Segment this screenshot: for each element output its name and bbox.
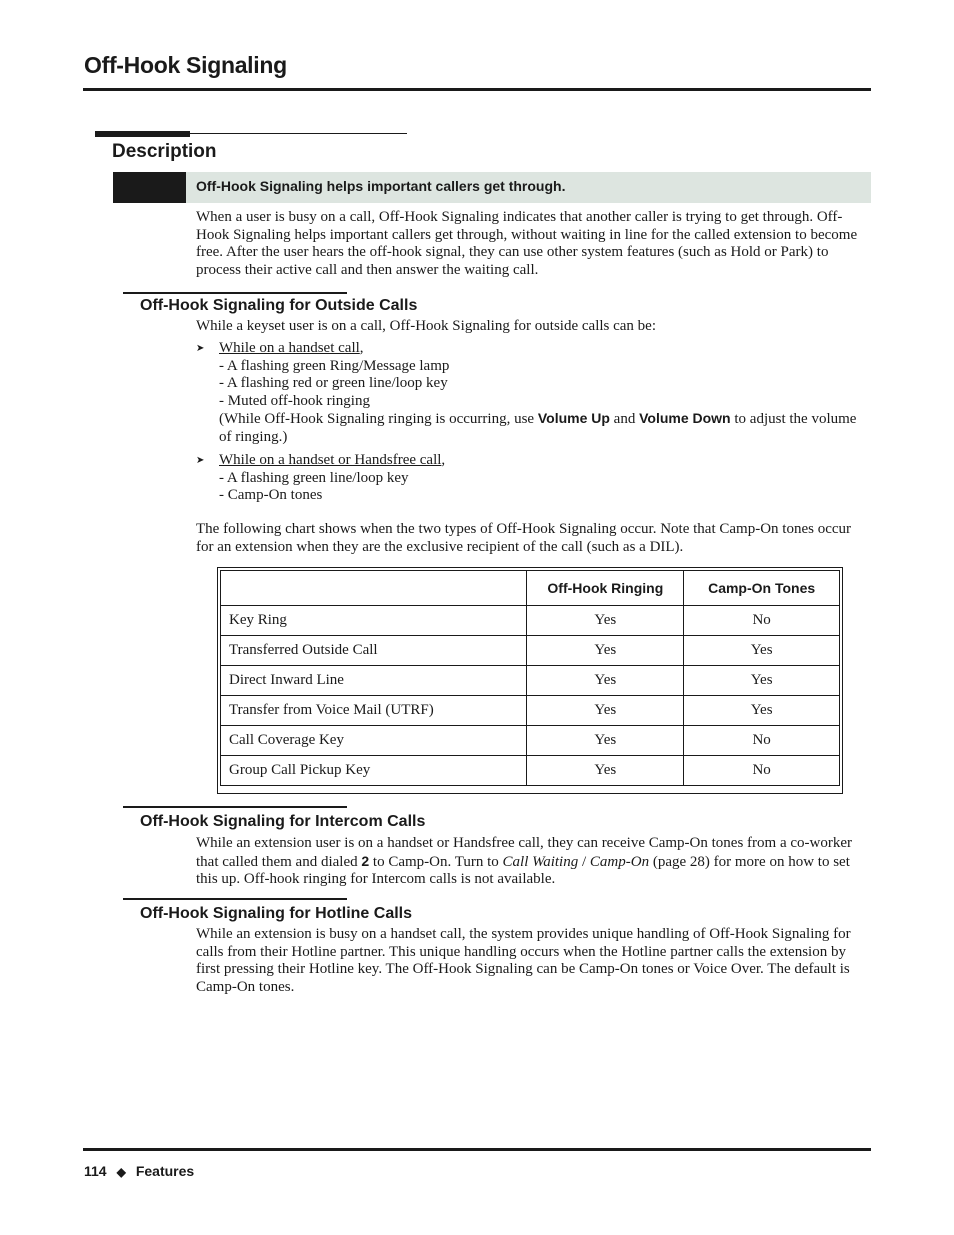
table-row	[221, 756, 840, 786]
table-row	[221, 726, 840, 756]
header-cell: Camp-On Tones	[684, 571, 840, 606]
list-item: - A flashing green line/loop key	[219, 469, 409, 486]
section-marker	[95, 131, 190, 137]
table-cell: No	[684, 756, 840, 786]
ringing-note: (While Off-Hook Signaling ringing is occurring, use Volume Up and Volume Down to adjust the volume of ringing.)	[219, 410, 857, 445]
bullet-title: While on a handset or Handsfree call	[219, 452, 442, 468]
description-heading: Description	[112, 141, 217, 162]
list-item: - A flashing green Ring/Message lamp	[219, 357, 450, 374]
volume-down-key: Volume Down	[639, 410, 731, 426]
table-row	[221, 696, 840, 726]
list-item: - Camp-On tones	[219, 487, 323, 503]
table-cell: No	[684, 726, 840, 756]
summary-banner-text: Off-Hook Signaling helps important callers get through.	[196, 178, 566, 194]
table-cell: Group Call Pickup Key	[221, 756, 527, 786]
table-cell: Yes	[527, 606, 684, 636]
title-rule	[83, 88, 871, 91]
table-cell: Yes	[527, 756, 684, 786]
header-cell: Off-Hook Ringing	[527, 571, 684, 606]
page-footer	[84, 1163, 194, 1179]
table-cell: Yes	[527, 696, 684, 726]
section-rule	[95, 133, 407, 134]
table-cell: Yes	[527, 666, 684, 696]
table-cell: Yes	[684, 636, 840, 666]
chart-intro: The following chart shows when the two types of Off-Hook Signaling occur. Note that Camp-On tones occur for an extension when they are the exclusive recipient of the call (such as a DIL).	[196, 521, 852, 555]
header-cell	[221, 571, 527, 606]
outside-calls-intro: While a keyset user is on a call, Off-Hook Signaling for outside calls can be:	[196, 318, 657, 334]
table-row	[221, 666, 840, 696]
outside-calls-heading: Off-Hook Signaling for Outside Calls	[140, 297, 418, 314]
page-number: 114	[84, 1163, 107, 1179]
bullet-handset-call: While on a handset call, - A flashing green Ring/Message lamp - A flashing red or green line/loop key - Muted off-hook ringing (While Off-Hook Signaling ringing is occurring, use Volume Up and Volume Down to adjust the volume of ringing.)	[219, 340, 857, 445]
footer-rule	[83, 1148, 871, 1151]
bullet-arrow-icon: ➤	[196, 455, 205, 466]
table-cell: Yes	[527, 636, 684, 666]
hotline-calls-heading: Off-Hook Signaling for Hotline Calls	[140, 905, 412, 922]
volume-up-key: Volume Up	[537, 410, 610, 426]
intercom-paragraph: While an extension user is on a handset or Handsfree call, they can receive Camp-On tones from a co-worker that called them and dialed 2 to Camp-On. Turn to Call Waiting / Camp-On (page 28) for more on how to set this up. Off-hook ringing for Intercom calls is not available.	[196, 835, 853, 887]
diamond-icon: ◆	[116, 1165, 126, 1179]
hotline-paragraph: While an extension is busy on a handset call, the system provides unique handling of Off-Hook Signaling for calls from their Hotline partner. This unique handling occurs when the Hotline partner calls the extension by first pressing their Hotline key. The Off-Hook Signaling can be Camp-On tones or Voice Over. The default is Camp-On tones.	[196, 926, 851, 995]
cross-reference: Camp-On	[589, 853, 650, 870]
table-cell: Direct Inward Line	[221, 666, 527, 696]
table-row	[221, 606, 840, 636]
bullet-handsfree-call: While on a handset or Handsfree call, - A flashing green line/loop key - Camp-On tones	[219, 452, 446, 503]
bullet-title: While on a handset call	[219, 340, 360, 356]
table-cell: Transferred Outside Call	[221, 636, 527, 666]
subsection-rule	[123, 292, 347, 294]
table-header-row	[221, 571, 840, 606]
page-title: Off-Hook Signaling	[84, 52, 287, 78]
list-item: - Muted off-hook ringing	[219, 392, 370, 409]
table-cell: No	[684, 606, 840, 636]
list-item: - A flashing red or green line/loop key	[219, 375, 448, 391]
table-cell: Call Coverage Key	[221, 726, 527, 756]
cross-reference: Call Waiting	[502, 853, 579, 870]
signaling-table	[220, 570, 840, 786]
table-cell: Transfer from Voice Mail (UTRF)	[221, 696, 527, 726]
table-cell: Key Ring	[221, 606, 527, 636]
table-row	[221, 636, 840, 666]
table-cell: Yes	[684, 666, 840, 696]
subsection-rule	[123, 898, 347, 900]
table-cell: Yes	[527, 726, 684, 756]
description-paragraph: When a user is busy on a call, Off-Hook Signaling indicates that another caller is trying to get through. Off-Hook Signaling helps important callers get through, without waiting in line for the called extension to become free. After the user hears the off-hook signal, they can use other system features (such as Hold or Park) to process their active call and then answer the waiting call.	[196, 209, 858, 278]
dial-digit: 2	[361, 852, 370, 869]
footer-section: Features	[135, 1163, 195, 1179]
bullet-arrow-icon: ➤	[196, 343, 205, 354]
intercom-calls-heading: Off-Hook Signaling for Intercom Calls	[140, 813, 426, 830]
banner-marker	[113, 172, 186, 203]
table-cell: Yes	[684, 696, 840, 726]
subsection-rule	[123, 806, 347, 808]
